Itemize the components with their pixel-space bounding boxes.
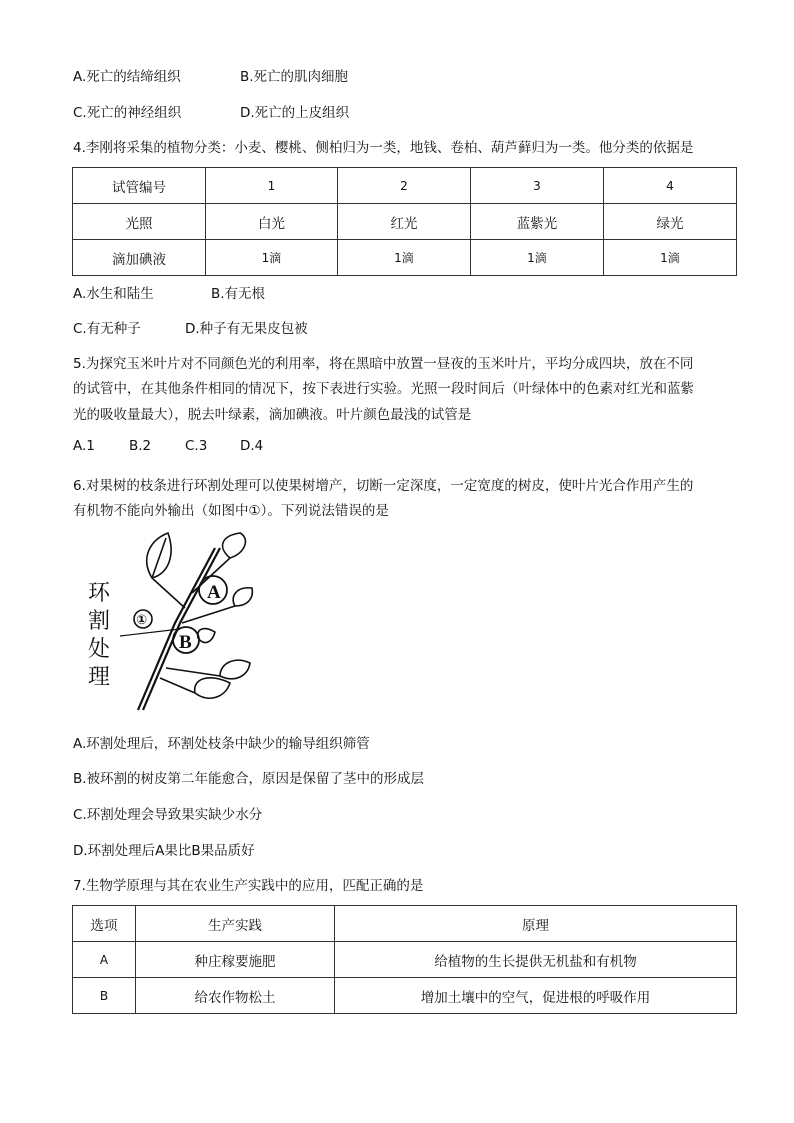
table-row bbox=[73, 906, 737, 942]
table-row bbox=[73, 978, 737, 1014]
table-cell: 给农作物松土 bbox=[136, 978, 335, 1014]
q6-option-c: C.环割处理会导致果实缺少水分 bbox=[73, 807, 263, 823]
experiment-table bbox=[72, 167, 737, 276]
table-cell: 种庄稼要施肥 bbox=[136, 942, 335, 978]
q6-option-b: B.被环割的树皮第二年能愈合，原因是保留了茎中的形成层 bbox=[73, 771, 425, 787]
q4-option-a: A.水生和陆生 bbox=[73, 286, 154, 302]
table-cell: 增加土壤中的空气，促进根的呼吸作用 bbox=[335, 978, 737, 1014]
table-cell: 给植物的生长提供无机盐和有机物 bbox=[335, 942, 737, 978]
fruit-b-label: B bbox=[179, 632, 192, 653]
table-row bbox=[73, 240, 737, 276]
q5-option-a: A.1 bbox=[73, 438, 95, 454]
q3-options-row-1 bbox=[73, 65, 348, 85]
q6-option-a: A.环割处理后，环割处枝条中缺少的输导组织筛管 bbox=[73, 736, 370, 752]
q5-stem-line-1: 5.为探究玉米叶片对不同颜色光的利用率，将在黑暗中放置一昼夜的玉米叶片，平均分成四块，放在不同 bbox=[73, 356, 694, 372]
q5-option-d: D.4 bbox=[240, 438, 264, 454]
fruit-a-label: A bbox=[207, 582, 221, 603]
table-cell: 1滴 bbox=[338, 240, 471, 276]
q4-option-c: C.有无种子 bbox=[73, 321, 141, 337]
q3-options-row-2 bbox=[73, 101, 349, 121]
q3-option-d: D.死亡的上皮组织 bbox=[240, 105, 350, 121]
table-cell: 绿光 bbox=[604, 204, 737, 240]
table-cell: 4 bbox=[604, 168, 737, 204]
table-row bbox=[73, 204, 737, 240]
table-cell: 3 bbox=[471, 168, 604, 204]
table-row bbox=[73, 168, 737, 204]
q3-option-b: B.死亡的肌肉细胞 bbox=[240, 69, 349, 85]
table-header-cell: 选项 bbox=[73, 906, 136, 942]
table-cell: 蓝紫光 bbox=[471, 204, 604, 240]
table-cell: 光照 bbox=[73, 204, 206, 240]
q3-option-c: C.死亡的神经组织 bbox=[73, 105, 182, 121]
table-cell: 1滴 bbox=[206, 240, 338, 276]
table-cell: 白光 bbox=[206, 204, 338, 240]
side-label-char: 环 bbox=[88, 581, 111, 606]
q5-options bbox=[73, 438, 263, 454]
table-cell: 1滴 bbox=[471, 240, 604, 276]
girdling-marker: ① bbox=[136, 613, 148, 628]
table-row bbox=[73, 942, 737, 978]
q4-stem: 4.李刚将采集的植物分类：小麦、樱桃、侧柏归为一类，地钱、卷柏、葫芦藓归为一类。他分类的依据是 bbox=[73, 140, 694, 156]
q5-stem-line-3: 光的吸收量最大），脱去叶绿素，滴加碘液。叶片颜色最浅的试管是 bbox=[73, 407, 472, 423]
table-cell: 2 bbox=[338, 168, 471, 204]
q4-option-b: B.有无根 bbox=[211, 286, 266, 302]
agriculture-table bbox=[72, 905, 737, 1014]
table-cell: 红光 bbox=[338, 204, 471, 240]
table-header-cell: 原理 bbox=[335, 906, 737, 942]
q4-option-d: D.种子有无果皮包被 bbox=[185, 321, 308, 337]
table-cell: 滴加碘液 bbox=[73, 240, 206, 276]
table-cell: 试管编号 bbox=[73, 168, 206, 204]
girdling-branch-figure bbox=[80, 528, 255, 713]
q5-option-b: B.2 bbox=[129, 438, 152, 454]
q5-option-c: C.3 bbox=[185, 438, 208, 454]
table-cell: B bbox=[73, 978, 136, 1014]
table-header-cell: 生产实践 bbox=[136, 906, 335, 942]
q6-option-d: D.环割处理后A果比B果品质好 bbox=[73, 843, 255, 859]
table-cell: 1滴 bbox=[604, 240, 737, 276]
side-label-char: 割 bbox=[88, 609, 111, 634]
q4-options-row-1 bbox=[73, 282, 265, 302]
q7-stem: 7.生物学原理与其在农业生产实践中的应用，匹配正确的是 bbox=[73, 878, 424, 894]
side-label-char: 处 bbox=[88, 637, 111, 662]
table-cell: 1 bbox=[206, 168, 338, 204]
table-cell: A bbox=[73, 942, 136, 978]
q4-options-row-2 bbox=[73, 317, 308, 337]
side-label-char: 理 bbox=[88, 665, 111, 690]
q6-stem-line-1: 6.对果树的枝条进行环割处理可以使果树增产，切断一定深度，一定宽度的树皮，使叶片光合作用产生的 bbox=[73, 478, 694, 494]
q6-stem-line-2: 有机物不能向外输出（如图中①）。下列说法错误的是 bbox=[73, 503, 389, 519]
q5-stem-line-2: 的试管中，在其他条件相同的情况下，按下表进行实验。光照一段时间后（叶绿体中的色素对红光和蓝紫 bbox=[73, 381, 694, 397]
q3-option-a: A.死亡的结缔组织 bbox=[73, 69, 181, 85]
